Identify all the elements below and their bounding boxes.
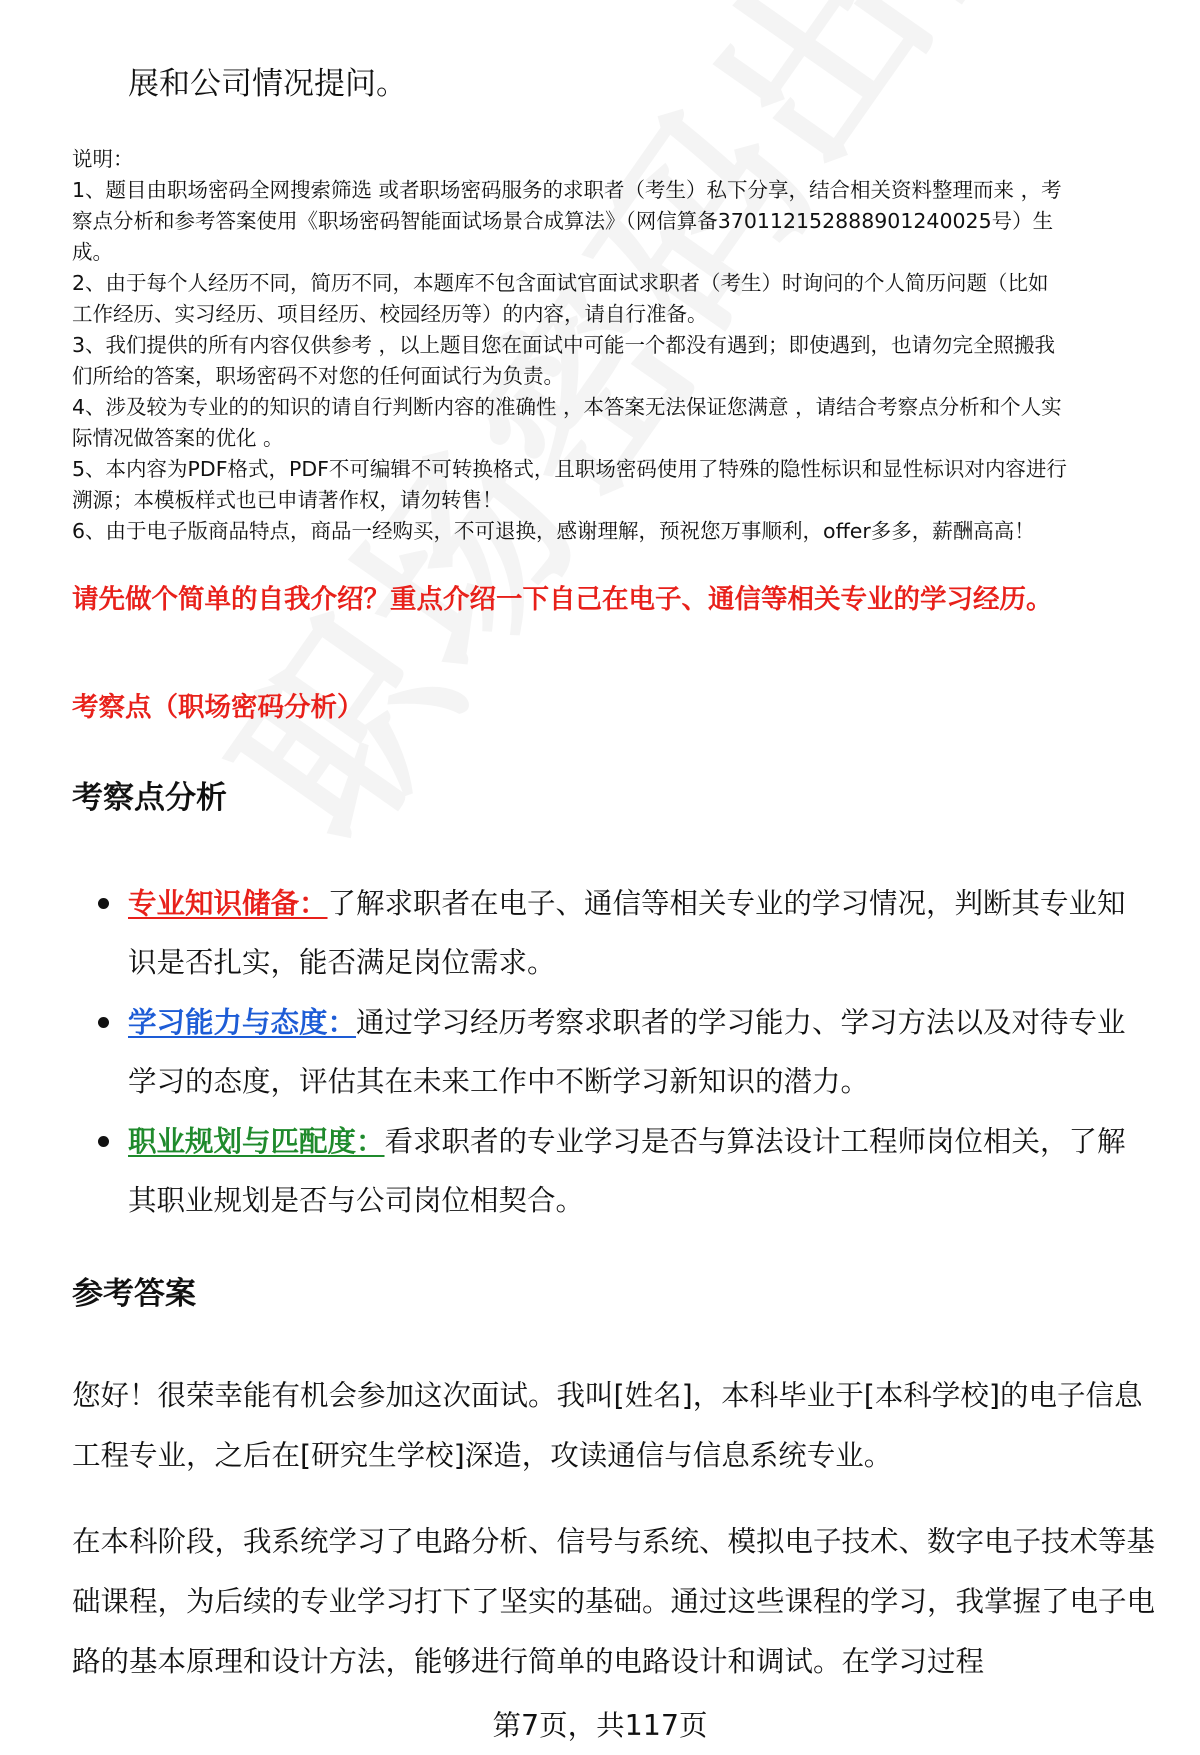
analysis-list bbox=[92, 874, 1152, 1231]
analysis-text: 了解求职者在电子、通信等相关专业的学习情况，判断其专业知识是否扎实，能否满足岗位需求。 bbox=[128, 887, 1126, 979]
note-line: 1、题目由职场密码全网搜索筛选 或者职场密码服务的求职者（考生）私下分享，结合相关资料整理而来 ，考 bbox=[72, 178, 1062, 202]
note-line: 4、涉及较为专业的的知识的请自行判断内容的准确性 ，本答案无法保证您满意 ，请结合考察点分析和个人实 bbox=[72, 395, 1062, 419]
note-line: 察点分析和参考答案使用《职场密码智能面试场景合成算法》（网信算备370112152888901240025号）生 bbox=[72, 209, 1054, 233]
note-line: 溯源；本模板样式也已申请著作权，请勿转售！ bbox=[72, 488, 503, 512]
note-line: 际情况做答案的优化 。 bbox=[72, 426, 284, 450]
page-number: 第7页，共117页 bbox=[492, 1709, 708, 1742]
continued-text: 展和公司情况提问。 bbox=[128, 66, 407, 102]
note-line: 6、由于电子版商品特点，商品一经购买，不可退换，感谢理解，预祝您万事顺利，offer多多，薪酬高高！ bbox=[72, 519, 1035, 543]
bullet-dot-icon bbox=[98, 898, 109, 909]
analysis-item bbox=[92, 993, 1152, 1111]
note-line: 成。 bbox=[72, 240, 113, 264]
note-line: 2、由于每个人经历不同，简历不同，本题库不包含面试官面试求职者（考生）时询问的个人简历问题（比如 bbox=[72, 271, 1049, 295]
bullet-dot-icon bbox=[98, 1017, 109, 1028]
analysis-keyword: 学习能力与态度： bbox=[128, 1006, 357, 1039]
answer-paragraph: 您好！很荣幸能有机会参加这次面试。我叫[姓名]，本科毕业于[本科学校]的电子信息工程专业，之后在[研究生学校]深造，攻读通信与信息系统专业。 bbox=[72, 1379, 1143, 1472]
analysis-keyword: 职业规划与匹配度： bbox=[128, 1125, 385, 1158]
note-line: 5、本内容为PDF格式，PDF不可编辑不可转换格式，且职场密码使用了特殊的隐性标识和显性标识对内容进行 bbox=[72, 457, 1067, 481]
interview-question: 请先做个简单的自我介绍？重点介绍一下自己在电子、通信等相关专业的学习经历。 bbox=[72, 584, 1053, 615]
disclaimer-notes bbox=[72, 144, 1162, 547]
focus-label: 考察点（职场密码分析） bbox=[72, 692, 364, 723]
analysis-item bbox=[92, 874, 1152, 992]
note-line: 工作经历、实习经历、项目经历、校园经历等）的内容，请自行准备。 bbox=[72, 302, 708, 326]
analysis-keyword: 专业知识储备： bbox=[128, 887, 328, 920]
answer-paragraph: 在本科阶段，我系统学习了电路分析、信号与系统、模拟电子技术、数字电子技术等基础课程，为后续的专业学习打下了坚实的基础。通过这些课程的学习，我掌握了电子电路的基本原理和设计方法，能够进行简单的电路设计和调试。在学习过程 bbox=[72, 1525, 1156, 1678]
analysis-title: 考察点分析 bbox=[72, 780, 227, 816]
analysis-text: 通过学习经历考察求职者的学习能力、学习方法以及对待专业学习的态度，评估其在未来工作中不断学习新知识的潜力。 bbox=[128, 1006, 1126, 1098]
note-line: 们所给的答案，职场密码不对您的任何面试行为负责。 bbox=[72, 364, 564, 388]
analysis-text: 看求职者的专业学习是否与算法设计工程师岗位相关，了解其职业规划是否与公司岗位相契合。 bbox=[128, 1125, 1126, 1217]
note-line: 3、我们提供的所有内容仅供参考 ，以上题目您在面试中可能一个都没有遇到；即使遇到，也请勿完全照搬我 bbox=[72, 333, 1056, 357]
bullet-dot-icon bbox=[98, 1136, 109, 1147]
note-line: 说明： bbox=[72, 147, 134, 171]
analysis-item bbox=[92, 1112, 1152, 1230]
answer-title: 参考答案 bbox=[72, 1276, 196, 1312]
